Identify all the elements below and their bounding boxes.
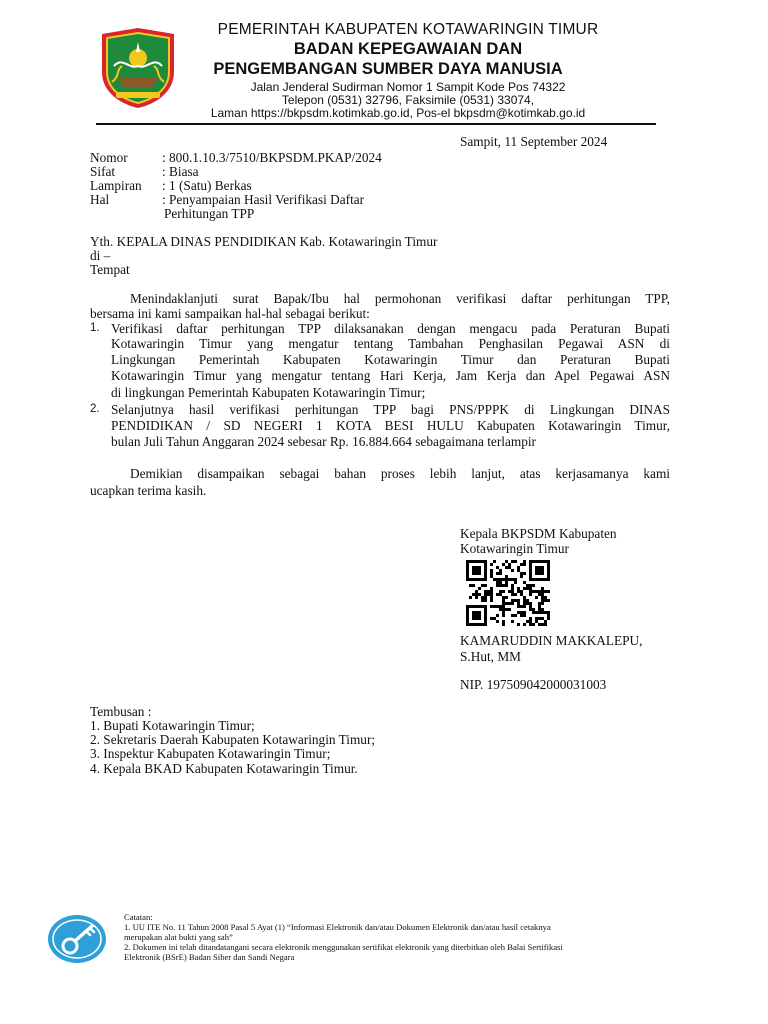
signatory-name-1: KAMARUDDIN MAKKALEPU, [460,633,643,648]
tembusan-heading: Tembusan : [90,704,152,719]
item-1-number: 1. [90,322,100,334]
hal-label: Hal [90,192,110,207]
item-2-number: 2. [90,403,100,415]
hal-value-line-2: Perhitungan TPP [164,206,255,221]
nomor-value: : 800.1.10.3/7510/BKPSDM.PKAP/2024 [162,150,382,165]
recipient-line-1: Yth. KEPALA DINAS PENDIDIKAN Kab. Kotawaringin Timur [90,234,438,249]
intro-line-1: Menindaklanjuti surat Bapak/Ibu hal permohonan verifikasi daftar perhitungan TPP, [130,291,670,306]
tembusan-item-2: 2. Sekretaris Daerah Kabupaten Kotawaringin Timur; [90,732,376,747]
signatory-nip: NIP. 197509042000031003 [460,677,607,692]
letterhead-government-name: PEMERINTAH KABUPATEN KOTAWARINGIN TIMUR [217,21,599,38]
tembusan-item-4: 4. Kepala BKAD Kabupaten Kotawaringin Timur. [90,761,358,776]
lampiran-value: : 1 (Satu) Berkas [162,178,252,193]
item-1-line-3: Lingkungan Pemerintah Kabupaten Kotawaringin Timur dan Peraturan Bupati [111,352,670,367]
lampiran-label: Lampiran [90,178,142,193]
letterhead-agency-name-1: BADAN KEPEGAWAIAN DAN [293,40,523,58]
item-2-line-3: bulan Juli Tahun Anggaran 2024 sebesar Rp. 16.884.664 sebagaimana terlampir [111,434,536,449]
letterhead-web-email: Laman https://bkpsdm.kotimkab.go.id, Pos-el bkpsdm@kotimkab.go.id [210,106,586,120]
sifat-label: Sifat [90,164,116,179]
signatory-title-2: Kotawaringin Timur [460,541,569,556]
signatory-name-2: S.Hut, MM [460,649,521,664]
letter-date: Sampit, 11 September 2024 [460,134,608,149]
sifat-value: : Biasa [162,164,199,179]
footer-note-line-2: merupakan alat bukti yang sah” [124,932,233,942]
footer-note-line-4: Elektronik (BSrE) Badan Siber dan Sandi Negara [124,952,295,962]
footer-note-line-1: 1. UU ITE No. 11 Tahun 2008 Pasal 5 Ayat (1) “Informasi Elektronik dan/atau Dokumen Elektronik dan/atau hasil cetaknya [124,922,551,932]
letterhead-divider [96,123,656,125]
footer-note-line-3: 2. Dokumen ini telah ditandatangani secara elektronik menggunakan sertifikat elektronik yang diterbitkan oleh Balai Sertifikasi [124,942,563,952]
item-1-line-2: Kotawaringin Timur yang mengatur tentang Tambahan Penghasilan Pegawai ASN di [111,336,670,351]
recipient-line-2: di – [90,248,111,263]
tembusan-item-1: 1. Bupati Kotawaringin Timur; [90,718,255,733]
item-1-line-5: di lingkungan Pemerintah Kabupaten Kotawaringin Timur; [111,385,426,400]
hal-value-line-1: : Penyampaian Hasil Verifikasi Daftar [162,192,365,207]
recipient-line-3: Tempat [90,262,130,277]
tembusan-item-3: 3. Inspektur Kabupaten Kotawaringin Timur; [90,746,331,761]
item-2-line-2: PENDIDIKAN / SD NEGERI 1 KOTA BESI HULU Kabupaten Kotawaringin Timur, [111,418,670,433]
qr-code-icon [466,560,550,626]
signatory-title-1: Kepala BKPSDM Kabupaten [460,526,617,541]
item-2-line-1: Selanjutnya hasil verifikasi perhitungan TPP bagi PNS/PPPK di Lingkungan DINAS [111,402,670,417]
letterhead-phone: Telepon (0531) 32796, Faksimile (0531) 33074, [281,93,535,107]
closing-line-2: ucapkan terima kasih. [90,483,207,498]
footer-note-heading: Catatan: [124,912,153,922]
letterhead-agency-name-2: PENGEMBANGAN SUMBER DAYA MANUSIA [213,60,563,78]
letterhead-address: Jalan Jenderal Sudirman Nomor 1 Sampit Kode Pos 74322 [250,80,566,94]
intro-line-2: bersama ini kami sampaikan hal-hal sebagai berikut: [90,306,370,321]
bsre-logo-icon [46,912,108,964]
item-1-line-1: Verifikasi daftar perhitungan TPP dilaksanakan dengan mengacu pada Peraturan Bupati [111,321,670,336]
item-1-line-4: Kotawaringin Timur yang mengatur tentang Hari Kerja, Jam Kerja dan Apel Pegawai ASN [111,368,670,383]
nomor-label: Nomor [90,150,128,165]
closing-line-1: Demikian disampaikan sebagai bahan proses lebih lanjut, atas kerjasamanya kami [130,466,670,481]
